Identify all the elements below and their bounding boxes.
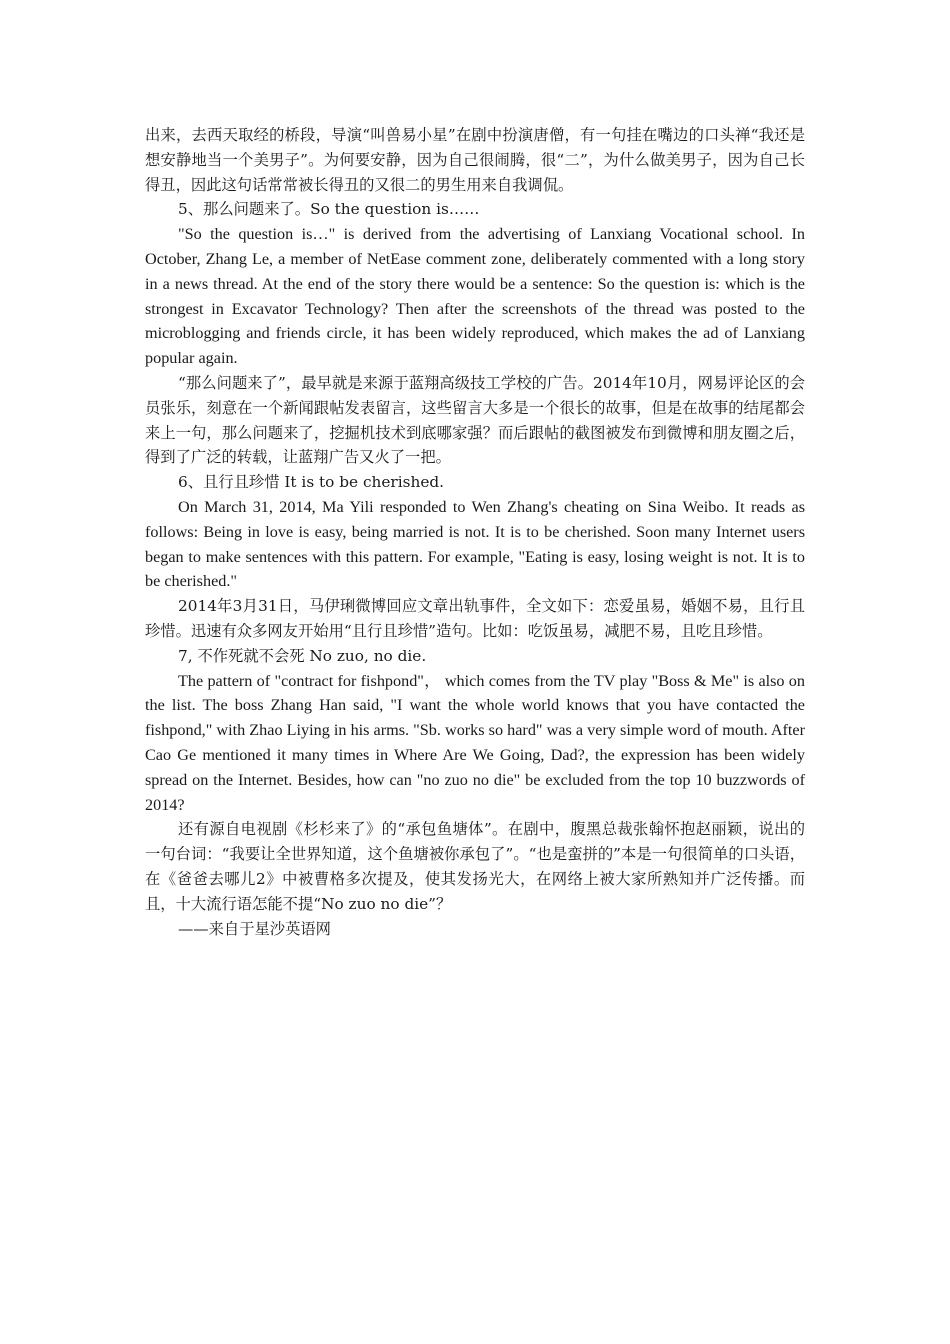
paragraph-chinese-7: 还有源自电视剧《杉杉来了》的“承包鱼塘体”。在剧中，腹黑总裁张翰怀抱赵丽颖，说出的一句台词：“我要让全世界知道，这个鱼塘被你承包了”。“也是蛮拼的”本是一句很简单的口头语，在《爸爸去哪儿2》中被曹格多次提及，使其发扬光大，在网络上被大家所熟知并广泛传播。而且，十大流行语怎能不提“No zuo no die”？ xyxy=(145,820,805,913)
section-heading-5: 5、那么问题来了。So the question is…… xyxy=(178,200,480,219)
section-heading-6: 6、且行且珍惜 It is to be cherished. xyxy=(178,473,445,492)
paragraph-english-6: On March 31, 2014, Ma Yili responded to Wen Zhang's cheating on Sina Weibo. It reads as follows: Being in love is easy, being married is not. It is to be cherished. Soon many Internet users began to make sentences with this pattern. For example, "Eating is easy, losing weight is not. It is to be cherished." xyxy=(145,497,805,591)
source-attribution: ——来自于星沙英语网 xyxy=(178,919,331,938)
section-heading-7: 7, 不作死就不会死 No zuo, no die. xyxy=(178,646,427,665)
paragraph-continuation: 出来，去西天取经的桥段，导演“叫兽易小星”在剧中扮演唐僧，有一句挂在嘴边的口头禅“我还是想安静地当一个美男子”。为何要安静，因为自己很闹腾，很“二”，为什么做美男子，因为自己长得丑，因此这句话常常被长得丑的又很二的男生用来自我调侃。 xyxy=(145,126,805,194)
document-page xyxy=(145,123,805,941)
paragraph-chinese-5: “那么问题来了”，最早就是来源于蓝翔高级技工学校的广告。2014年10月，网易评论区的会员张乐，刻意在一个新闻跟帖发表留言，这些留言大多是一个很长的故事，但是在故事的结尾都会来上一句，那么问题来了，挖掘机技术到底哪家强？而后跟帖的截图被发布到微博和朋友圈之后，得到了广泛的转载，让蓝翔广告又火了一把。 xyxy=(145,373,805,467)
paragraph-english-5: "So the question is…" is derived from the advertising of Lanxiang Vocational school. In October, Zhang Le, a member of NetEase comment zone, deliberately commented with a long story in a news thread. At the end of the story there would be a sentence: So the question is: which is the strongest in Excavator Technology? Then after the screenshots of the thread was posted to the microblogging and friends circle, it has been widely reproduced, which makes the ad of Lanxiang popular again. xyxy=(145,225,805,368)
paragraph-english-7: The pattern of "contract for fishpond"， which comes from the TV play "Boss & Me" is also on the list. The boss Zhang Han said, "I want the whole world knows that you have contacted the fishpond," with Zhao Liying in his arms. "Sb. works so hard" was a very simple word of mouth. After Cao Ge mentioned it many times in Where Are We Going, Dad?, the expression has been widely spread on the Internet. Besides, how can "no zuo no die" be excluded from the top 10 buzzwords of 2014? xyxy=(145,671,805,814)
paragraph-chinese-6: 2014年3月31日，马伊琍微博回应文章出轨事件，全文如下：恋爱虽易，婚姻不易，且行且珍惜。迅速有众多网友开始用“且行且珍惜”造句。比如：吃饭虽易，减肥不易，且吃且珍惜。 xyxy=(145,597,805,640)
